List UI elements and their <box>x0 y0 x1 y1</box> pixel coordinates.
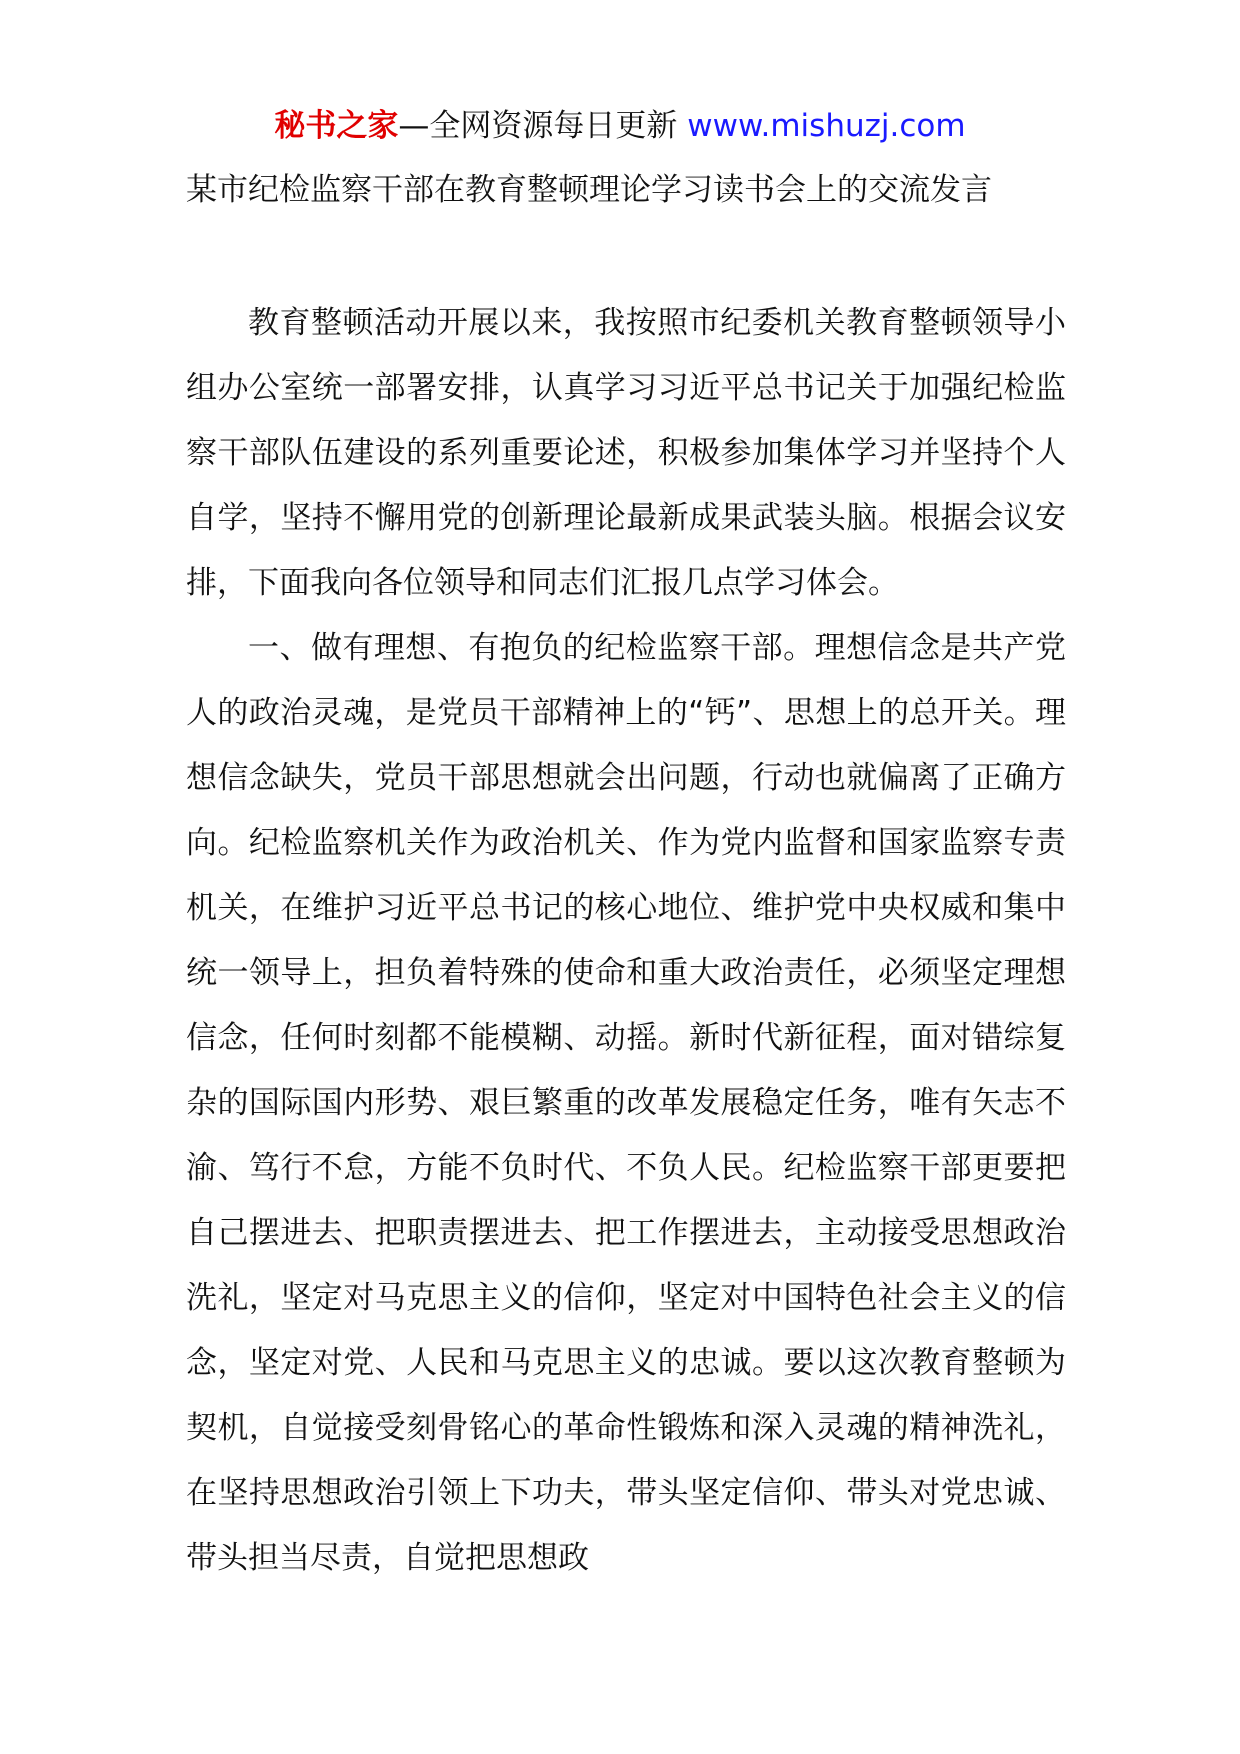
document-title: 某市纪检监察干部在教育整顿理论学习读书会上的交流发言 <box>186 172 992 208</box>
brand-name: 秘书之家 <box>274 108 399 144</box>
header-tagline: —全网资源每日更新 <box>398 108 678 144</box>
site-header <box>0 106 1240 146</box>
site-url-link[interactable]: www.mishuzj.com <box>687 108 966 144</box>
paragraph-section-one: 一、做有理想、有抱负的纪检监察干部。理想信念是共产党人的政治灵魂，是党员干部精神上的“钙”、思想上的总开关。理想信念缺失，党员干部思想就会出问题，行动也就偏离了正确方向。纪检监察机关作为政治机关、作为党内监督和国家监察专责机关，在维护习近平总书记的核心地位、维护党中央权威和集中统一领导上，担负着特殊的使命和重大政治责任，必须坚定理想信念，任何时刻都不能模糊、动摇。新时代新征程，面对错综复杂的国际国内形势、艰巨繁重的改革发展稳定任务，唯有矢志不渝、笃行不怠，方能不负时代、不负人民。纪检监察干部更要把自己摆进去、把职责摆进去、把工作摆进去，主动接受思想政治洗礼，坚定对马克思主义的信仰，坚定对中国特色社会主义的信念，坚定对党、人民和马克思主义的忠诚。要以这次教育整顿为契机，自觉接受刻骨铭心的革命性锻炼和深入灵魂的精神洗礼，在坚持思想政治引领上下功夫，带头坚定信仰、带头对党忠诚、带头担当尽责，自觉把思想政 <box>186 630 1066 1576</box>
paragraph-intro: 教育整顿活动开展以来，我按照市纪委机关教育整顿领导小组办公室统一部署安排，认真学习习近平总书记关于加强纪检监察干部队伍建设的系列重要论述，积极参加集体学习并坚持个人自学，坚持不懈用党的创新理论最新成果武装头脑。根据会议安排，下面我向各位领导和同志们汇报几点学习体会。 <box>186 305 1066 601</box>
document-body <box>186 291 1066 1591</box>
